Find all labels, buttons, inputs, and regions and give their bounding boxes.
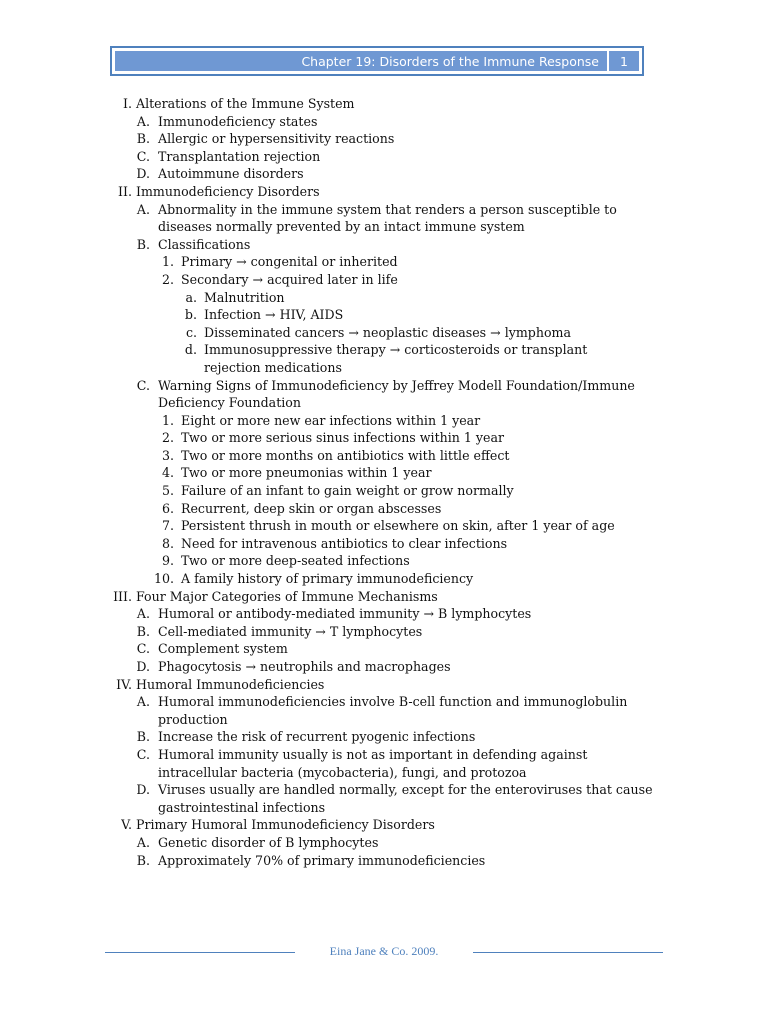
outline-marker: A. [136,606,150,622]
outline-line [112,447,672,465]
outline-marker: 1. [161,254,174,270]
outline-line [112,289,672,307]
outline-line [112,517,672,535]
outline-line [112,218,672,236]
outline-line [112,95,672,113]
outline-line [112,552,672,570]
outline-line [112,728,672,746]
outline-line [112,799,672,817]
outline-text: Two or more pneumonias within 1 year [181,465,432,481]
outline-text: Two or more deep-seated infections [181,553,410,569]
outline-line [112,148,672,166]
outline-text: Need for intravenous antibiotics to clear infections [181,535,508,551]
outline-marker: 10. [153,571,174,587]
outline-text: Warning Signs of Immunodeficiency by Jeffrey Modell Foundation/Immune [158,377,635,393]
outline-line [112,605,672,623]
outline-marker: C. [136,746,150,762]
outline-line [112,570,672,588]
outline-line [112,377,672,395]
outline-marker: A. [136,834,150,850]
outline-line [112,359,672,377]
outline-line [112,464,672,482]
outline-text: Allergic or hypersensitivity reactions [158,131,395,147]
outline-marker: 8. [161,535,174,551]
outline-marker: D. [136,782,150,798]
outline-marker: B. [136,236,150,252]
outline-text: Autoimmune disorders [158,166,304,182]
outline-line [112,535,672,553]
outline-marker: A. [136,694,150,710]
outline-marker: B. [136,131,150,147]
outline-marker: a. [185,289,197,305]
outline-marker: 2. [161,271,174,287]
outline-text: Four Major Categories of Immune Mechanisms [136,588,438,604]
outline-line [112,429,672,447]
footer-text: Eina Jane & Co. 2009. [329,944,439,958]
outline-text: Immunodeficiency Disorders [136,183,320,199]
outline-marker: I. [123,96,132,111]
outline-line [112,324,672,342]
outline-line [112,306,672,324]
outline-text: Abnormality in the immune system that renders a person susceptible to [158,201,617,217]
outline-marker: A. [136,113,150,129]
outline-text: Persistent thrush in mouth or elsewhere on skin, after 1 year of age [181,518,615,534]
outline-line [112,165,672,183]
outline-text: A family history of primary immunodeficiency [181,571,474,587]
outline-line [112,394,672,412]
outline-line [112,201,672,219]
outline-text: Malnutrition [204,289,285,305]
outline-text: Infection → HIV, AIDS [204,307,344,323]
outline-line [112,412,672,430]
header-bar [115,51,639,71]
outline-marker: 3. [161,447,174,463]
outline-line [112,834,672,852]
outline-text: Two or more serious sinus infections within 1 year [181,430,505,446]
outline-marker: C. [136,377,150,393]
outline-marker: 7. [161,518,174,534]
outline-text: Genetic disorder of B lymphocytes [158,834,379,850]
outline-line [112,658,672,676]
outline-text: Eight or more new ear infections within 1 year [181,412,481,428]
outline-text: Viruses usually are handled normally, except for the enteroviruses that cause [158,782,653,798]
outline-marker: 2. [161,430,174,446]
outline-line [112,253,672,271]
outline-text: Secondary → acquired later in life [181,271,398,287]
outline-line [112,781,672,799]
outline-marker: C. [136,641,150,657]
outline-text: Immunosuppressive therapy → corticosteroids or transplant [204,342,588,358]
outline-text: Phagocytosis → neutrophils and macrophages [158,659,451,674]
chapter-title: Chapter 19: Disorders of the Immune Response [301,53,599,69]
outline-text: Cell-mediated immunity → T lymphocytes [158,623,423,639]
outline-text: Humoral or antibody-mediated immunity → B lymphocytes [158,606,532,622]
outline-text: Classifications [158,236,251,252]
outline-line [112,693,672,711]
outline-text: Humoral Immunodeficiencies [136,676,325,692]
outline-line [112,588,672,606]
outline-marker: b. [184,307,197,323]
outline-line [112,711,672,729]
outline-marker: IV. [116,676,132,692]
outline-text: Two or more months on antibiotics with little effect [181,447,510,463]
outline-marker: 6. [161,500,174,516]
outline-marker: A. [136,201,150,217]
outline-marker: III. [113,588,132,604]
outline-line [112,676,672,694]
outline-marker: 1. [161,412,174,428]
outline-text: Failure of an infant to gain weight or grow normally [181,483,514,499]
outline-line [112,852,672,870]
outline-line [112,183,672,201]
outline-body [112,95,672,869]
page-header [110,46,644,76]
outline-line [112,746,672,764]
outline-marker: D. [136,659,150,674]
outline-line [112,623,672,641]
outline-marker: V. [121,817,132,833]
outline-line [112,341,672,359]
outline-text: diseases normally prevented by an intact immune system [158,219,525,235]
outline-text: rejection medications [204,359,342,375]
outline-text: Deficiency Foundation [158,395,301,411]
outline-marker: 5. [161,483,174,499]
outline-text: production [158,711,228,727]
outline-marker: B. [136,852,150,868]
outline-text: Immunodeficiency states [158,113,318,129]
outline-text: Complement system [158,641,288,657]
outline-marker: D. [136,166,150,182]
outline-line [112,236,672,254]
outline-marker: d. [184,342,197,358]
outline-text: Recurrent, deep skin or organ abscesses [181,500,442,516]
outline-line [112,271,672,289]
outline-marker: 9. [161,553,174,569]
outline-line [112,130,672,148]
outline-text: gastrointestinal infections [158,799,326,815]
outline-text: Transplantation rejection [158,148,321,164]
outline-marker: B. [136,623,150,639]
outline-text: Primary → congenital or inherited [181,254,398,270]
outline-line [112,500,672,518]
outline-marker: 4. [161,465,174,481]
outline-line [112,113,672,131]
outline-marker: B. [136,729,150,745]
outline-marker: c. [185,324,197,340]
outline-line [112,764,672,782]
outline-text: intracellular bacteria (mycobacteria), fungi, and protozoa [158,764,527,780]
page-number: 1 [620,53,628,69]
outline-line [112,482,672,500]
outline-text: Increase the risk of recurrent pyogenic infections [158,729,476,745]
outline-line [112,816,672,834]
outline-marker: II. [118,183,132,199]
outline-text: Alterations of the Immune System [136,96,355,111]
outline-text: Disseminated cancers → neoplastic diseases → lymphoma [204,324,571,340]
outline-text: Humoral immunodeficiencies involve B-cell function and immunoglobulin [158,694,628,710]
outline-line [112,640,672,658]
outline-text: Approximately 70% of primary immunodeficiencies [158,852,486,868]
outline-text: Primary Humoral Immunodeficiency Disorders [136,817,435,833]
outline-marker: C. [136,148,150,164]
outline-text: Humoral immunity usually is not as important in defending against [158,746,588,762]
